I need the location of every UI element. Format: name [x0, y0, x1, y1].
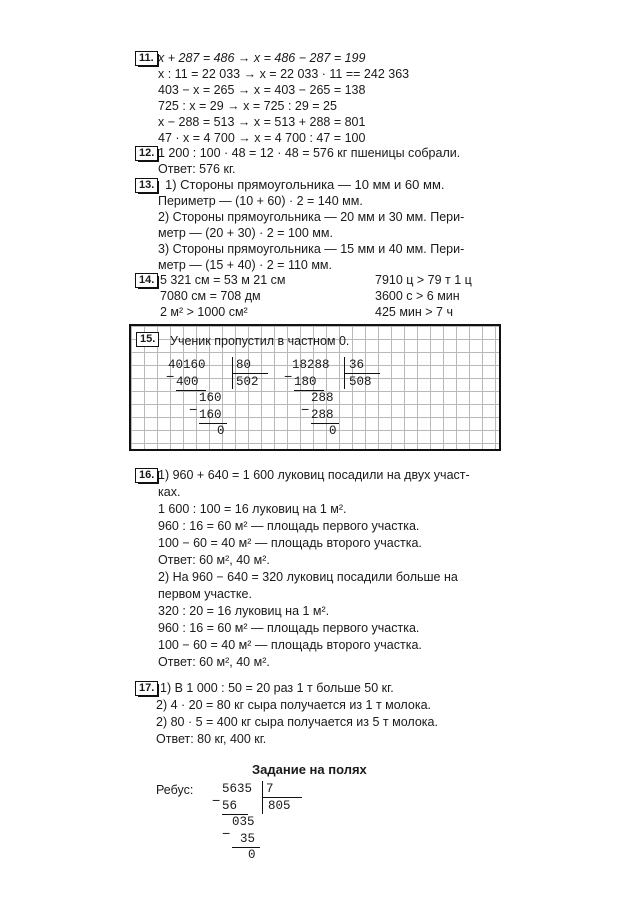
div1-dividend: 40160 — [168, 358, 206, 372]
rebus-line-2 — [232, 847, 260, 848]
task-13-line-6: метр — (15 + 40) · 2 = 110 мм. — [158, 258, 332, 272]
rebus-rem-2: 0 — [248, 848, 256, 862]
task-16-number: 16. — [135, 468, 158, 483]
task-16-line-12: Ответ: 60 м², 40 м². — [158, 655, 270, 669]
task-14-left-2: 7080 см = 708 дм — [160, 289, 261, 303]
task-16-line-7: 2) На 960 − 640 = 320 луковиц посадили больше на — [158, 570, 458, 584]
div2-sub-1: 180 — [294, 375, 317, 389]
task-13-line-4: метр — (20 + 30) · 2 = 100 мм. — [158, 226, 333, 240]
task-12-line-1: 1 200 : 100 · 48 = 12 · 48 = 576 кг пшеницы собрали. — [158, 146, 461, 160]
rebus-quotient: 805 — [268, 799, 291, 813]
div2-minus-1: − — [284, 370, 293, 386]
task-17-line-3: 2) 80 · 5 = 400 кг сыра получается из 5 т молока. — [156, 715, 438, 729]
margin-task-title: Задание на полях — [252, 762, 367, 777]
rebus-label: Ребус: — [156, 783, 194, 797]
task-16-line-11: 100 − 60 = 40 м² — площадь второго участка. — [158, 638, 422, 652]
div2-rem-2: 0 — [329, 424, 337, 438]
task-13-number: 13. — [135, 178, 158, 193]
task-16-line-8: первом участке. — [158, 587, 252, 601]
rebus-divisor: 7 — [266, 782, 274, 796]
task-16-line-10: 960 : 16 = 60 м² — площадь первого участка. — [158, 621, 420, 635]
task-16-line-4: 960 : 16 = 60 м² — площадь первого участка. — [158, 519, 420, 533]
task-16-line-5: 100 − 60 = 40 м² — площадь второго участка. — [158, 536, 422, 550]
task-14-right-1: 7910 ц > 79 т 1 ц — [375, 273, 472, 287]
div1-rem-1: 160 — [199, 391, 222, 405]
task-13-line-2: Периметр — (10 + 60) · 2 = 140 мм. — [158, 194, 363, 208]
task-11-line-4: 725 : x = 29 → x = 725 : 29 = 25 — [158, 99, 337, 113]
rebus-sub-1: 56 — [222, 799, 238, 813]
task-12-number: 12. — [135, 146, 158, 161]
rebus-minus-1: − — [212, 794, 221, 810]
task-17-number: 17. — [135, 681, 158, 696]
div1-sub-2: 160 — [199, 408, 222, 422]
task-13-line-5: 3) Стороны прямоугольника — 15 мм и 40 мм. Пери- — [158, 242, 465, 256]
rebus-sub-2: 35 — [240, 832, 256, 846]
task-16-line-3: 1 600 : 100 = 16 луковиц на 1 м². — [158, 502, 347, 516]
task-17-line-1: 1) В 1 000 : 50 = 20 раз 1 т больше 50 кг. — [160, 681, 394, 695]
task-16-line-1: 1) 960 + 640 = 1 600 луковиц посадили на двух участ- — [158, 468, 470, 482]
task-16-line-9: 320 : 20 = 16 луковиц на 1 м². — [158, 604, 330, 618]
task-13-line-3: 2) Стороны прямоугольника — 20 мм и 30 мм. Пери- — [158, 210, 465, 224]
task-12-line-2: Ответ: 576 кг. — [158, 162, 236, 176]
task-17-line-2: 2) 4 · 20 = 80 кг сыра получается из 1 т молока. — [156, 698, 431, 712]
div1-quotient: 502 — [236, 375, 259, 389]
div2-divisor: 36 — [349, 358, 365, 372]
div1-minus-1: − — [166, 370, 175, 386]
div2-rem-1: 288 — [311, 391, 334, 405]
task-11-number: 11. — [135, 51, 158, 66]
task-11-line-5: x − 288 = 513 → x = 513 + 288 = 801 — [158, 115, 366, 129]
task-11-line-6: 47 · x = 4 700 → x = 4 700 : 47 = 100 — [158, 131, 366, 145]
div2-quotient: 508 — [349, 375, 372, 389]
rebus-minus-2: − — [222, 827, 231, 843]
task-13-line-1: 1) Стороны прямоугольника — 10 мм и 60 мм. — [165, 177, 445, 192]
task-17-line-4: Ответ: 80 кг, 400 кг. — [156, 732, 267, 746]
task-16-line-2: ках. — [158, 485, 181, 499]
div2-dividend: 18288 — [292, 358, 330, 372]
task-14-number: 14. — [135, 273, 158, 288]
div1-sub-1: 400 — [176, 375, 199, 389]
rebus-dividend: 5635 — [222, 782, 253, 796]
div1-minus-2: − — [189, 403, 198, 419]
task-11-line-1: x + 287 = 486 → x = 486 − 287 = 199 — [158, 51, 366, 65]
task-14-left-3: 2 м² > 1000 см² — [160, 305, 248, 319]
div1-divisor: 80 — [236, 358, 252, 372]
task-16-line-6: Ответ: 60 м², 40 м². — [158, 553, 270, 567]
div1-rem-2: 0 — [217, 424, 225, 438]
task-11-line-3: 403 − x = 265 → x = 403 − 265 = 138 — [158, 83, 366, 97]
div2-sub-2: 288 — [311, 408, 334, 422]
task-14-right-3: 425 мин > 7 ч — [375, 305, 453, 319]
div2-minus-2: − — [301, 403, 310, 419]
rebus-rem-1: 035 — [232, 815, 255, 829]
task-15-text: Ученик пропустил в частном 0. — [170, 334, 350, 348]
task-14-left-1: 5 321 см = 53 м 21 см — [160, 273, 286, 287]
task-15-number: 15. — [136, 332, 159, 347]
task-11-line-2: x : 11 = 22 033 → x = 22 033 · 11 == 242 363 — [158, 67, 410, 81]
task-14-right-2: 3600 с > 6 мин — [375, 289, 460, 303]
